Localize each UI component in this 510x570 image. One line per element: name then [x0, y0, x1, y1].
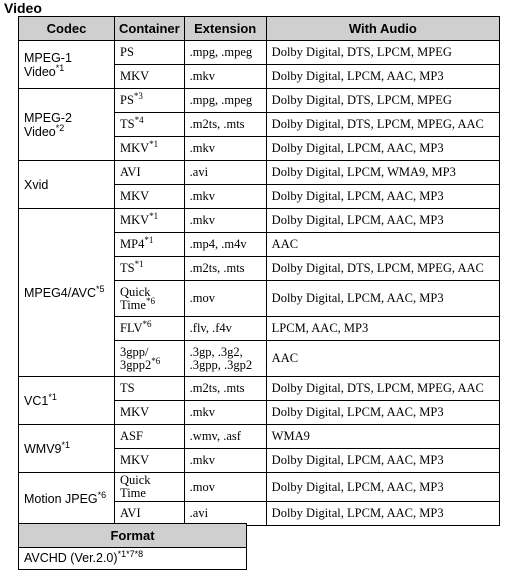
- extension-cell: .m2ts, .mts: [184, 377, 266, 401]
- extension-cell: .mkv: [184, 449, 266, 473]
- codec-cell: Motion JPEG$^{*6}$: [19, 473, 115, 526]
- audio-cell: Dolby Digital, LPCM, AAC, MP3: [266, 185, 499, 209]
- extension-cell: .m2ts, .mts: [184, 113, 266, 137]
- container-cell: TS: [115, 377, 185, 401]
- container-cell: MKV: [115, 401, 185, 425]
- table-header-row: [19, 17, 500, 41]
- container-cell: Quick Time: [115, 473, 185, 502]
- codec-cell: Xvid: [19, 161, 115, 209]
- container-cell: AVI: [115, 161, 185, 185]
- table-row: [19, 425, 500, 449]
- container-cell: MKV: [115, 449, 185, 473]
- audio-cell: Dolby Digital, DTS, LPCM, MPEG, AAC: [266, 113, 499, 137]
- codec-cell: MPEG-1 Video$^{*1}$: [19, 41, 115, 89]
- extension-cell: .mkv: [184, 185, 266, 209]
- table-row: [19, 41, 500, 65]
- container-cell: TS$^{*4}$: [115, 113, 185, 137]
- video-codec-table: [18, 16, 500, 526]
- codec-cell: VC1$^{*1}$: [19, 377, 115, 425]
- container-cell: PS$^{*3}$: [115, 89, 185, 113]
- container-cell: Quick Time$^{*6}$: [115, 281, 185, 317]
- audio-cell: WMA9: [266, 425, 499, 449]
- table-row: [19, 377, 500, 401]
- audio-cell: AAC: [266, 233, 499, 257]
- audio-cell: Dolby Digital, LPCM, AAC, MP3: [266, 449, 499, 473]
- extension-cell: .mpg, .mpeg: [184, 89, 266, 113]
- header-with-audio: With Audio: [266, 17, 499, 41]
- header-container: Container: [115, 17, 185, 41]
- table-row: [19, 473, 500, 502]
- audio-cell: AAC: [266, 341, 499, 377]
- header-codec: Codec: [19, 17, 115, 41]
- extension-cell: .mov: [184, 473, 266, 502]
- extension-cell: .mpg, .mpeg: [184, 41, 266, 65]
- audio-cell: Dolby Digital, LPCM, WMA9, MP3: [266, 161, 499, 185]
- extension-cell: .wmv, .asf: [184, 425, 266, 449]
- table-header-row: [19, 524, 247, 548]
- format-table: [18, 523, 247, 570]
- container-cell: FLV$^{*6}$: [115, 317, 185, 341]
- container-cell: MP4$^{*1}$: [115, 233, 185, 257]
- container-cell: MKV: [115, 65, 185, 89]
- container-cell: MKV$^{*1}$: [115, 209, 185, 233]
- container-cell: MKV: [115, 185, 185, 209]
- extension-cell: .m2ts, .mts: [184, 257, 266, 281]
- codec-cell: MPEG-2 Video$^{*2}$: [19, 89, 115, 161]
- audio-cell: LPCM, AAC, MP3: [266, 317, 499, 341]
- table-row: [19, 548, 247, 570]
- audio-cell: Dolby Digital, DTS, LPCM, MPEG: [266, 89, 499, 113]
- audio-cell: Dolby Digital, DTS, LPCM, MPEG, AAC: [266, 257, 499, 281]
- extension-cell: .avi: [184, 161, 266, 185]
- extension-cell: .avi: [184, 502, 266, 526]
- table-row: [19, 89, 500, 113]
- extension-cell: .mkv: [184, 209, 266, 233]
- extension-cell: .mkv: [184, 401, 266, 425]
- audio-cell: Dolby Digital, LPCM, AAC, MP3: [266, 473, 499, 502]
- audio-cell: Dolby Digital, LPCM, AAC, MP3: [266, 401, 499, 425]
- container-cell: MKV$^{*1}$: [115, 137, 185, 161]
- format-cell: AVCHD $(Ver.2.0)^{*1*7*8}$: [19, 548, 247, 570]
- container-cell: AVI: [115, 502, 185, 526]
- codec-cell: MPEG4/AVC$^{*5}$: [19, 209, 115, 377]
- table-row: [19, 161, 500, 185]
- container-cell: 3gpp/ 3gpp2$^{*6}$: [115, 341, 185, 377]
- audio-cell: Dolby Digital, LPCM, AAC, MP3: [266, 65, 499, 89]
- extension-cell: .mov: [184, 281, 266, 317]
- extension-cell: .mkv: [184, 137, 266, 161]
- container-cell: TS$^{*1}$: [115, 257, 185, 281]
- audio-cell: Dolby Digital, LPCM, AAC, MP3: [266, 502, 499, 526]
- container-cell: ASF: [115, 425, 185, 449]
- container-cell: PS: [115, 41, 185, 65]
- audio-cell: Dolby Digital, LPCM, AAC, MP3: [266, 209, 499, 233]
- audio-cell: Dolby Digital, LPCM, AAC, MP3: [266, 281, 499, 317]
- extension-cell: .3gp, .3g2, .3gpp, .3gp2: [184, 341, 266, 377]
- header-extension: Extension: [184, 17, 266, 41]
- audio-cell: Dolby Digital, LPCM, AAC, MP3: [266, 137, 499, 161]
- audio-cell: Dolby Digital, DTS, LPCM, MPEG, AAC: [266, 377, 499, 401]
- codec-cell: WMV9$^{*1}$: [19, 425, 115, 473]
- extension-cell: .mkv: [184, 65, 266, 89]
- header-format: Format: [19, 524, 247, 548]
- section-title: Video: [4, 0, 42, 16]
- table-row: [19, 209, 500, 233]
- audio-cell: Dolby Digital, DTS, LPCM, MPEG: [266, 41, 499, 65]
- extension-cell: .flv, .f4v: [184, 317, 266, 341]
- extension-cell: .mp4, .m4v: [184, 233, 266, 257]
